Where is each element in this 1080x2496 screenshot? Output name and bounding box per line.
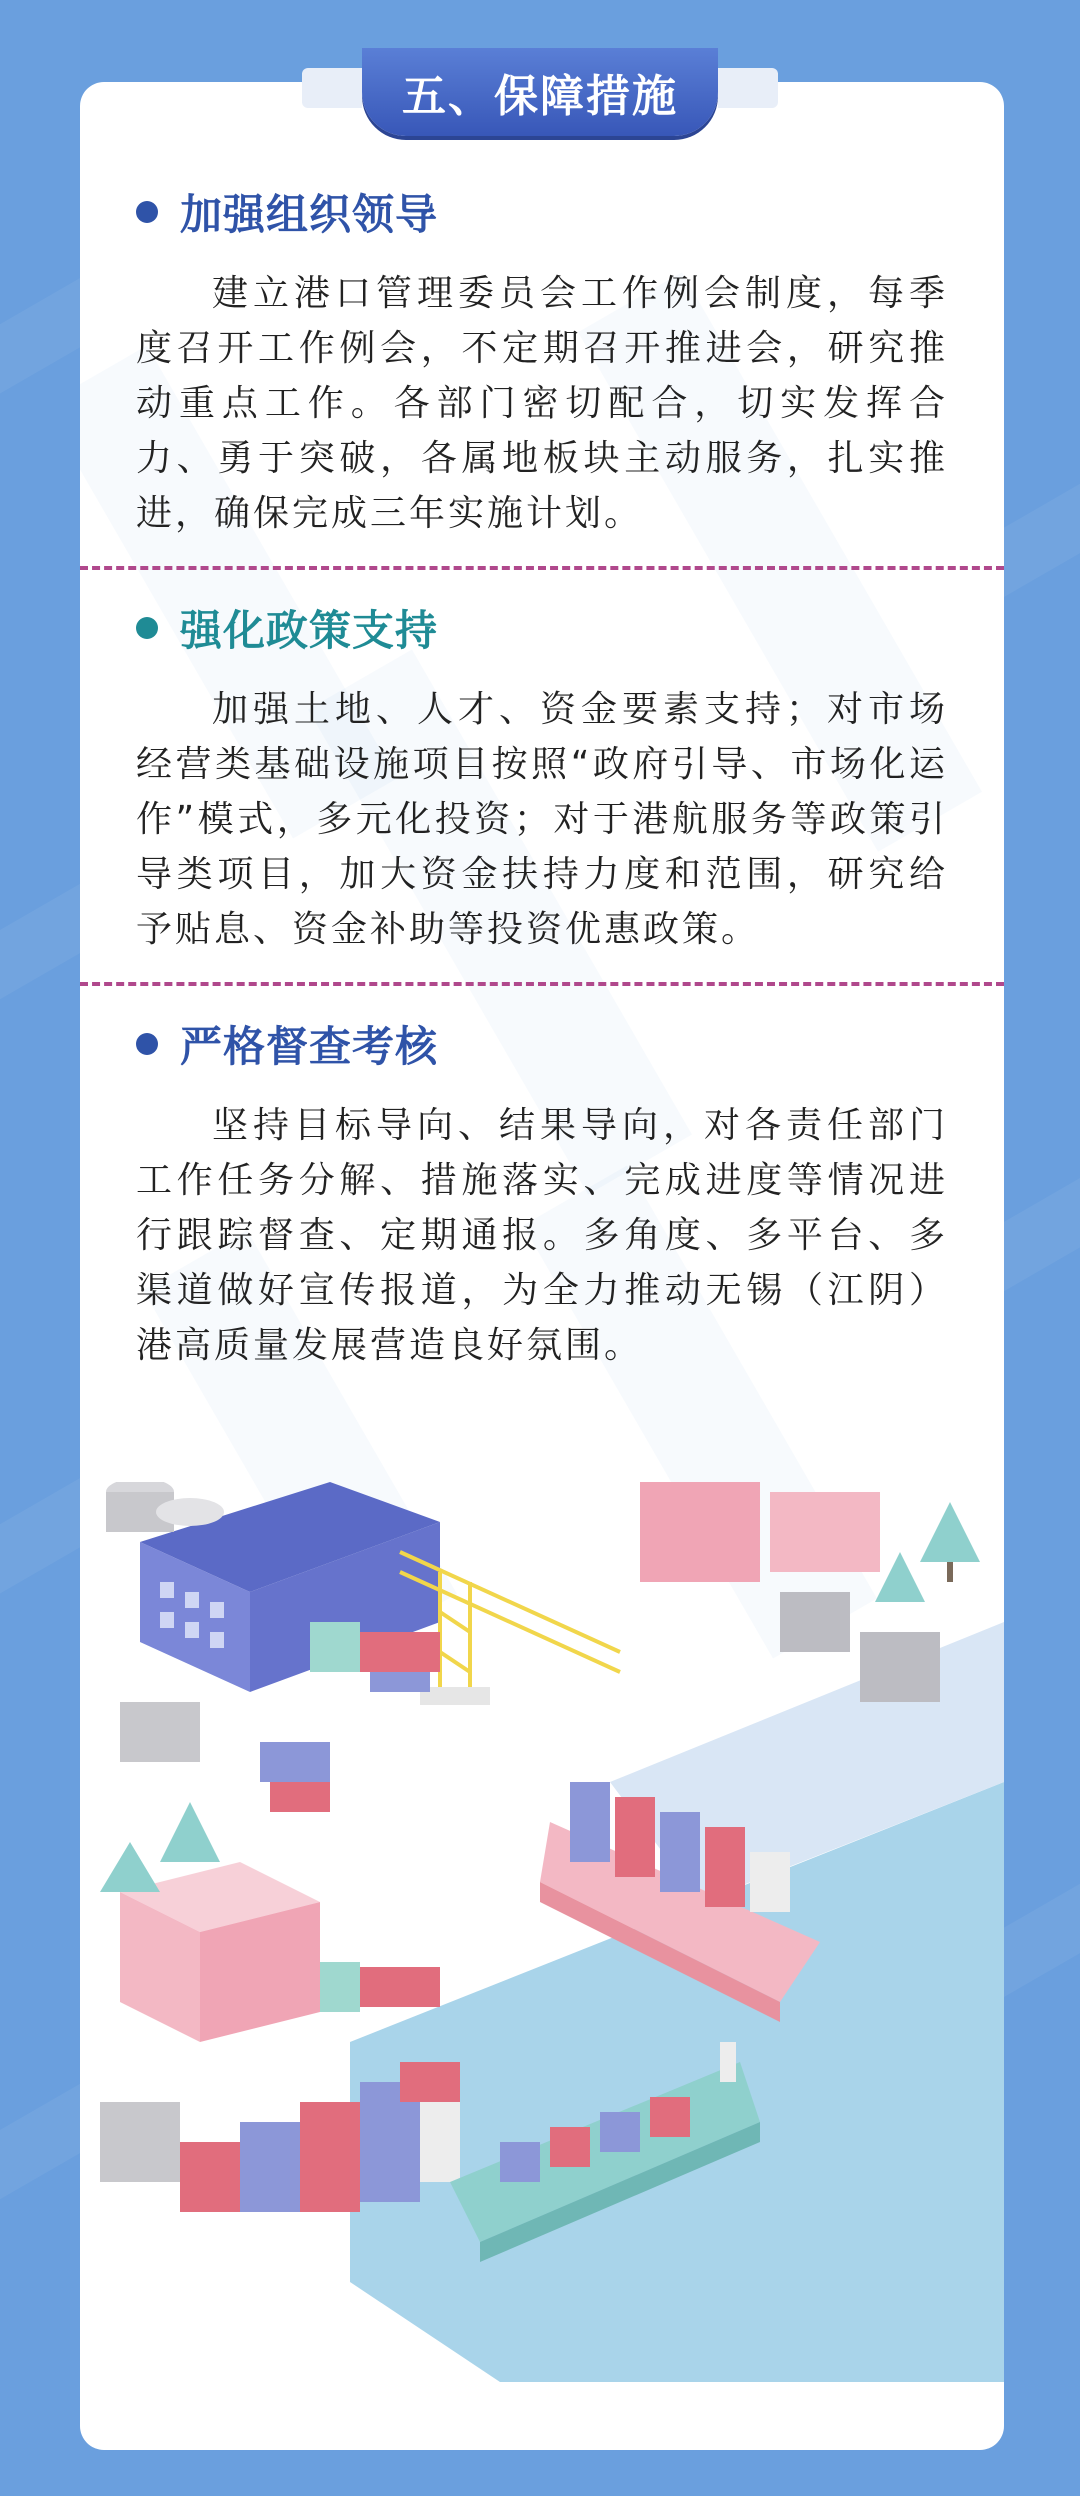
banner-title: 五、保障措施	[402, 71, 678, 122]
pink-building	[640, 1482, 880, 1582]
bullet-dot-icon	[136, 617, 158, 639]
section-heading	[136, 598, 948, 658]
section-organization	[136, 182, 948, 541]
port-illustration	[80, 1482, 1004, 2382]
section-divider	[80, 982, 1004, 986]
section-title: 严格督查考核	[180, 1022, 439, 1071]
content-card	[80, 82, 1004, 2450]
section-title: 强化政策支持	[180, 606, 439, 655]
banner-flap	[302, 68, 362, 108]
bullet-dot-icon	[136, 1033, 158, 1055]
section-title: 加强组织领导	[180, 190, 439, 239]
section-supervision	[136, 1014, 948, 1373]
section-policy	[136, 598, 948, 957]
bullet-dot-icon	[136, 201, 158, 223]
section-body: 建立港口管理委员会工作例会制度，每季度召开工作例会，不定期召开推进会，研究推动重点工作。各部门密切配合，切实发挥合力、勇于突破，各属地板块主动服务，扎实推进，确保完成三年实施计划。	[136, 273, 948, 534]
truck	[310, 1622, 440, 1692]
section-heading	[136, 182, 948, 242]
container-stack	[180, 2062, 460, 2212]
section-body: 加强土地、人才、资金要素支持；对市场经营类基础设施项目按照“政府引导、市场化运作”模式，多元化投资；对于港航服务等政策引导类项目，加大资金扶持力度和范围，研究给予贴息、资金补助等投资优惠政策。	[136, 689, 948, 950]
section-divider	[80, 566, 1004, 570]
section-heading	[136, 1014, 948, 1074]
truck	[310, 1962, 440, 2012]
banner-flap	[718, 68, 778, 108]
banner-body	[362, 48, 718, 136]
title-banner	[302, 48, 778, 144]
section-body: 坚持目标导向、结果导向，对各责任部门工作任务分解、措施落实、完成进度等情况进行跟踪督查、定期通报。多角度、多平台、多渠道做好宣传报道，为全力推动无锡（江阴）港高质量发展营造良好氛围。	[136, 1105, 948, 1366]
